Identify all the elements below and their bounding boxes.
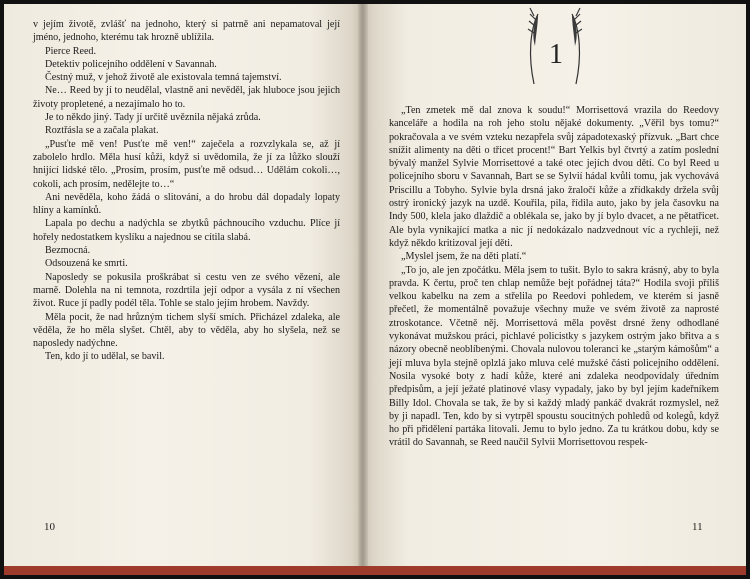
- paragraph: „Myslel jsem, že na děti platí.“: [401, 251, 527, 263]
- right-page-number: 11: [692, 521, 703, 533]
- paragraph: Ten, kdo jí to udělal, se bavil.: [45, 351, 165, 363]
- paragraph: Bezmocná.: [45, 245, 91, 257]
- paragraph: Ani nevěděla, koho žádá o slitování, a do hrobu dál dopadaly lopaty hlíny a kamínků.: [33, 191, 340, 217]
- paragraph: „To jo, ale jen zpočátku. Měla jsem to tušit. Bylo to sakra krásný, aby to byla pravda. K čertu, proč ten chlap nemůže bejt pořádnej táta?“ Hodila svoji příliš velkou kabelku na zem a střelila po Reedovi pohledem, ve kterém si jasně přečetl, že momentálně považuje všechny muže ve svém životě za naprosté ztroskotance. Včetně něj. Morrisettová měla pověst drsné ženy odhodlané vykonávat mužskou práci, pichlavé policistky s jazykem ostrým jako břitva a s názory obecně neoblíbenými. Chovala nulovou toleranci ke „starým kámošům“ a její mluva byla stejně oplzlá jako mluva celé mužské části policejního oddělení. Nosila vysoké boty z hadí kůže, které ani zdaleka neodpovídaly úředním předpisům, a její ježaté platinové vlasy vypadaly, jako by byl jejím kadeřníkem Billy Idol. Chovala se tak, že by si každý mladý pankáč dvakrát rozmyslel, než by ji napadl. Ten, kdo by si vytrpěl spoustu soucitných pohledů od kolegů, když ho při přidělení partáka litovali. Jemu to bylo jedno. Za tu krátkou dobu, kdy se vrátil do Savannah, se Reed naučil Sylvii Morrisettovou respek-: [389, 264, 719, 449]
- paragraph: „Pusťte mě ven! Pusťte mě ven!“ zaječela a rozvzlykala se, až jí zabolelo hrdlo. Měla husí kůži, když si uvědomila, že jí za lůžko slouží hnijící lidské tělo. „Prosím, prosím, pusťte mě odsud… Udělám cokoli…, cokoli, ach prosím, nedělejte to…“: [33, 138, 340, 190]
- left-page-text: [33, 18, 340, 364]
- book-spread: [4, 4, 746, 575]
- left-page-number: 10: [44, 521, 55, 533]
- paragraph: Měla pocit, že nad hrůzným tichem slyší smích. Přicházel zdaleka, ale věděla, že ho měla slyšet. Chtěl, aby to věděla, aby ho slyšela, než se naposledy nadýchne.: [33, 311, 340, 350]
- paragraph: Lapala po dechu a nadýchla se zbytků páchnoucího vzduchu. Plíce jí hořely nedostatkem kyslíku a najednou se cítila slabá.: [33, 218, 340, 243]
- chapter-number: 1: [549, 39, 563, 70]
- chapter-heading: [520, 6, 590, 96]
- paragraph: Pierce Reed.: [45, 45, 97, 57]
- right-page-text: [389, 104, 719, 450]
- paragraph: Čestný muž, v jehož životě ale existovala temná tajemství.: [45, 72, 282, 84]
- paragraph: Je to někdo jiný. Tady jí určitě uvěznila nějaká zrůda.: [45, 112, 261, 124]
- paragraph: „Ten zmetek mě dal znova k soudu!“ Morrisettová vrazila do Reedovy kanceláře a hodila na roh jeho stolu nějaké dokumenty. „Věřil bys tomu?“ pokračovala a ve svém vzteku nezapřela svůj západotexaský přízvuk. „Bart chce snížit alimenty na děti o třicet procent!“ Bart Yelkis byl čtvrtý a zatím poslední bývalý manžel Sylvie Morrisettové a také otec jejích dvou dětí. Co byl Reed u policejního sboru v Savannah, Bart se se Sylvií hádal kvůli tomu, jak vychovává Priscillu a Tobyho. Sylvie byla drsná jako žraločí kůže a zřídkakdy držela svůj ostrý ironický jazyk na uzdě. Kouřila, pila, řídila auto, jako by jela časovku na Indy 500, klela jako dlaždič a oblékala se, jako by jí bylo dvacet, a ne pětatřicet. Ale byla vynikající matka a nic jí nedokázalo nadzvednout víc a rychleji, než když někdo kritizoval její děti.: [389, 105, 719, 249]
- paragraph: Roztřásla se a začala plakat.: [45, 125, 159, 137]
- paragraph: Detektiv policejního oddělení v Savannah.: [45, 58, 217, 70]
- left-page: [4, 4, 362, 575]
- paragraph: Ne… Reed by jí to neudělal, vlastně ani nevěděl, jak hluboce jsou jejich životy propletené, a nezajímalo ho to.: [33, 85, 340, 110]
- paragraph: v jejím životě, zvlášť na jednoho, který si patrně ani nepamatoval její jméno, jednoho, kterému tak hrozně ublížila.: [33, 19, 340, 44]
- paragraph: Odsouzená ke smrti.: [45, 258, 128, 270]
- paragraph: Naposledy se pokusila proškrábat si cestu ven ze svého vězení, ale marně. Dolehla na ni temnota, rozdrtila její odpor a vysála z ní všechen život. Ruce jí padly podél těla. Tohle se stalo jejím hrobem. Navždy.: [33, 271, 340, 310]
- right-page: [362, 4, 746, 575]
